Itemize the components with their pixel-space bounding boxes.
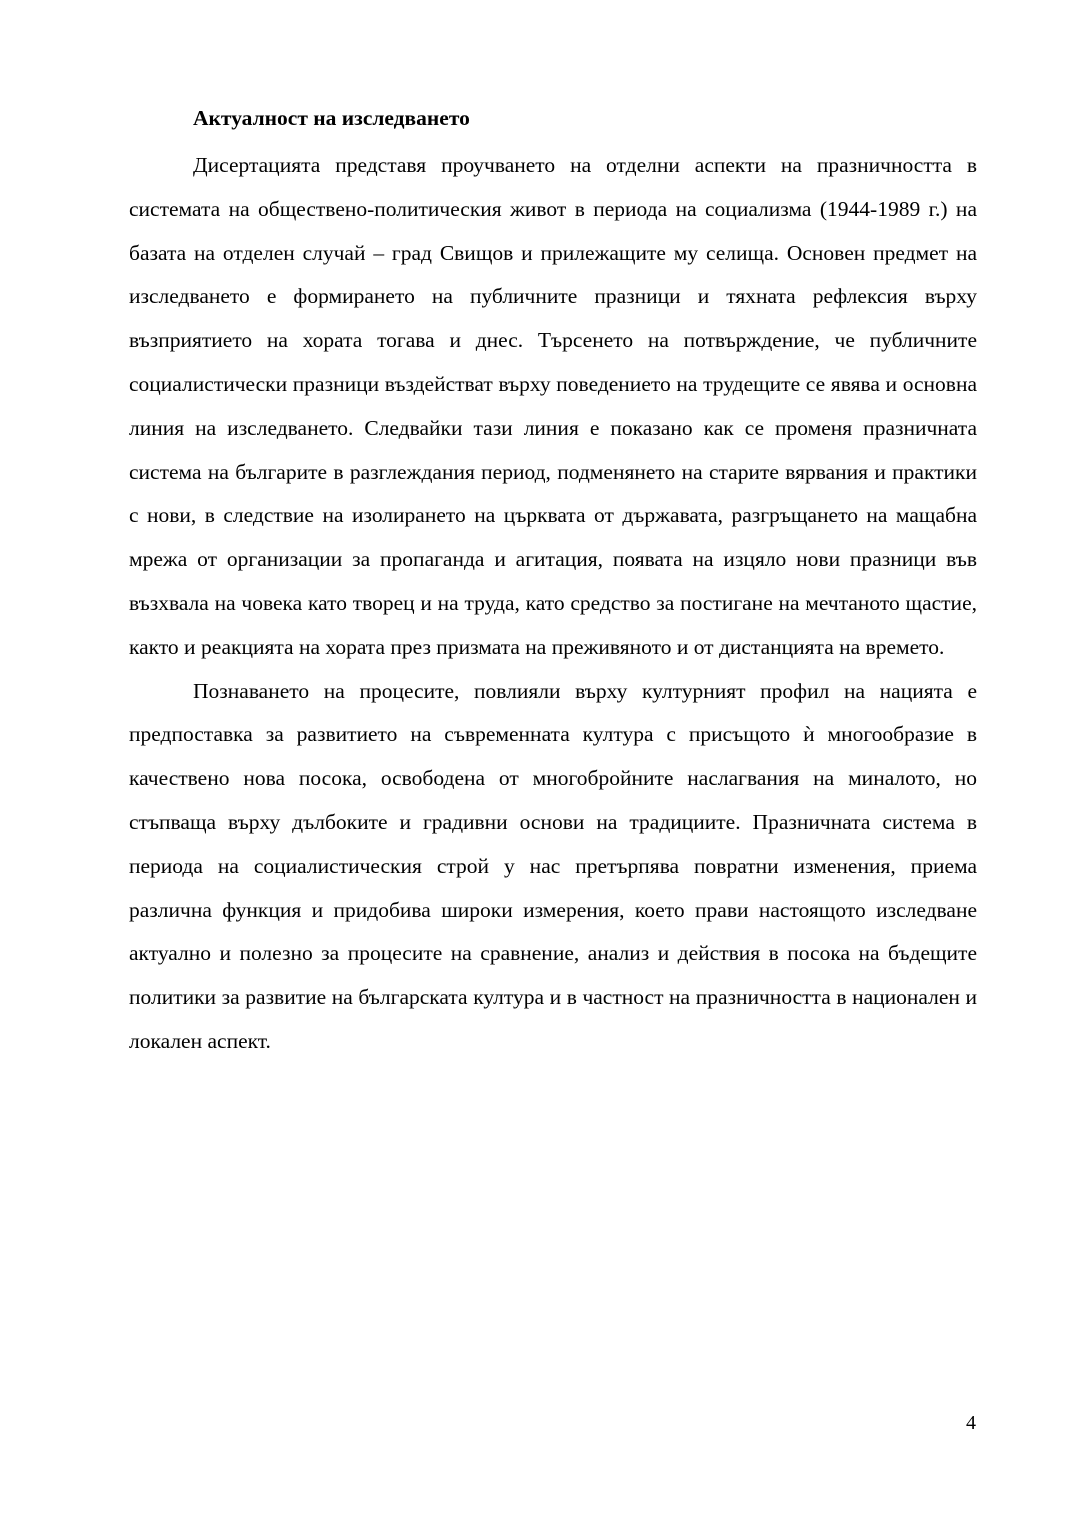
paragraph-1: Дисертацията представя проучването на отделни аспекти на празничността в системата на обществено-политическия живот в периода на социализма (1944-1989 г.) на базата на отделен случай – град Свищов и прилежащите му селища. Основен предмет на изследването е формирането на публичните празници и тяхната рефлексия върху възприятието на хората тогава и днес. Търсенето на потвърждение, че публичните социалистически празници въздействат върху поведението на трудещите се явява и основна линия на изследването. Следвайки тази линия е показано как се променя празничната система на българите в разглеждания период, подменянето на старите вярвания и практики с нови, в следствие на изолирането на църквата от държавата, разгръщането на мащабна мрежа от организации за пропаганда и агитация, появата на изцяло нови празници във възхвала на човека като творец и на труда, като средство за постигане на мечтаното щастие, както и реакцията на хората през призмата на преживяното и от дистанцията на времето. <box>129 153 977 659</box>
section-heading: Актуалност на изследването <box>193 106 470 130</box>
page-number: 4 <box>966 1412 976 1434</box>
page-content <box>129 100 977 1064</box>
paragraph-2: Познаването на процесите, повлияли върху културният профил на нацията е предпоставка за развитието на съвременната култура с присъщото ѝ многообразие в качествено нова посока, освободена от многобройните наслагвания на миналото, но стъпваща върху дълбоките и градивни основи на традициите. Празничната система в периода на социалистическия строй у нас претърпява повратни изменения, приема различна функция и придобива широки измерения, което прави настоящото изследване актуално и полезно за процесите на сравнение, анализ и действия в посока на бъдещите политики за развитие на българската култура и в частност на празничността в национален и локален аспект. <box>129 678 977 1053</box>
